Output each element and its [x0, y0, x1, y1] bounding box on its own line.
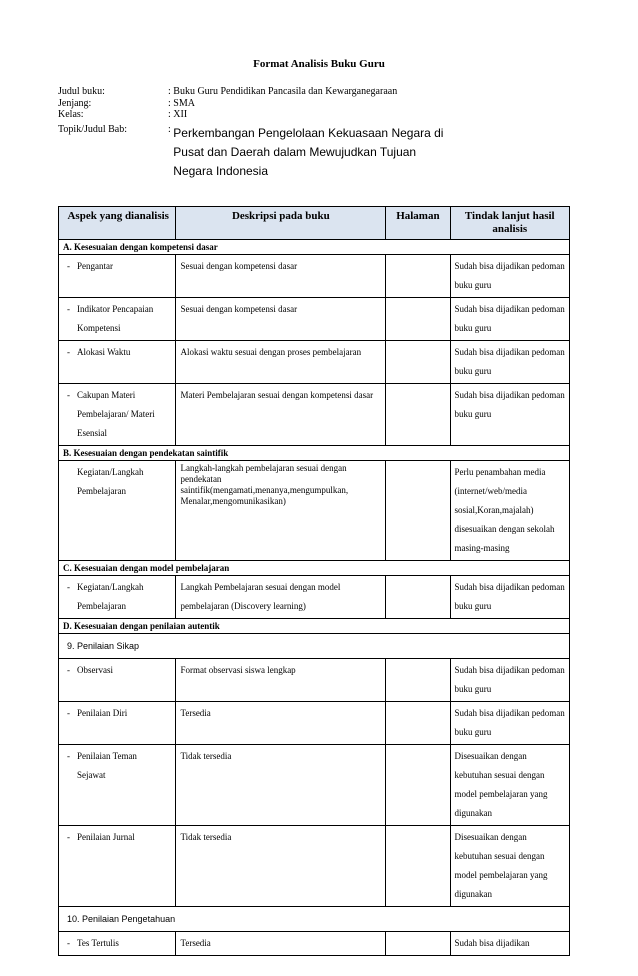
section-c-row: [59, 561, 570, 576]
row-tindak: Disesuaikan dengan kebutuhan sesuai dengan model pembelajaran yang digunakan: [450, 745, 569, 826]
row-deskripsi: Langkah Pembelajaran sesuai dengan model pembelajaran (Discovery learning): [176, 576, 386, 619]
subsection-penilaian-pengetahuan: 10. Penilaian Pengetahuan: [59, 907, 570, 932]
subsection-row: [59, 907, 570, 932]
row-tindak: Sudah bisa dijadikan pedoman buku guru: [450, 384, 569, 446]
row-aspek: Penilaian Diri: [77, 708, 128, 718]
row-tindak: Perlu penambahan media (internet/web/media sosial,Koran,majalah) disesuaikan dengan sekolah masing-masing: [450, 461, 569, 561]
header-deskripsi: Deskripsi pada buku: [176, 207, 386, 240]
row-halaman: [386, 461, 450, 561]
row-halaman: [386, 576, 450, 619]
row-tindak: Sudah bisa dijadikan: [450, 932, 569, 956]
row-deskripsi: Tersedia: [176, 702, 386, 745]
row-deskripsi: Format observasi siswa lengkap: [176, 659, 386, 702]
row-deskripsi: Sesuai dengan kompetensi dasar: [176, 298, 386, 341]
header-halaman: Halaman: [386, 207, 450, 240]
row-deskripsi: Tidak tersedia: [176, 826, 386, 907]
row-deskripsi: Sesuai dengan kompetensi dasar: [176, 255, 386, 298]
row-halaman: [386, 932, 450, 956]
row-halaman: [386, 826, 450, 907]
row-aspek: Kegiatan/Langkah Pembelajaran: [59, 461, 176, 561]
row-halaman: [386, 384, 450, 446]
row-halaman: [386, 702, 450, 745]
row-aspek: Tes Tertulis: [77, 938, 119, 948]
section-b-row: [59, 446, 570, 461]
row-tindak: Sudah bisa dijadikan pedoman buku guru: [450, 255, 569, 298]
document-meta: [58, 86, 453, 181]
row-halaman: [386, 659, 450, 702]
section-c-title: C. Kesesuaian dengan model pembelajaran: [59, 561, 570, 576]
header-tindak: Tindak lanjut hasil analisis: [450, 207, 569, 240]
subsection-penilaian-sikap: 9. Penilaian Sikap: [59, 634, 570, 659]
topik-colon: :: [168, 123, 171, 135]
table-row: [59, 341, 570, 384]
row-aspek: Alokasi Waktu: [77, 347, 131, 357]
header-aspek: Aspek yang dianalisis: [59, 207, 176, 240]
row-halaman: [386, 255, 450, 298]
row-halaman: [386, 341, 450, 384]
row-halaman: [386, 745, 450, 826]
row-tindak: Sudah bisa dijadikan pedoman buku guru: [450, 702, 569, 745]
table-row: [59, 384, 570, 446]
table-row: [59, 932, 570, 956]
row-aspek: Pengantar: [77, 261, 113, 271]
row-aspek: Indikator Pencapaian Kompetensi: [77, 304, 154, 333]
table-row: [59, 298, 570, 341]
jenjang-value: : SMA: [168, 97, 195, 109]
table-row: [59, 745, 570, 826]
row-deskripsi: Tersedia: [176, 932, 386, 956]
row-aspek: Kegiatan/Langkah Pembelajaran: [77, 582, 144, 611]
section-d-title: D. Kesesuaian dengan penilaian autentik: [59, 619, 570, 634]
subsection-row: [59, 634, 570, 659]
page-title: Format Analisis Buku Guru: [253, 58, 385, 70]
topik-label: Topik/Judul Bab:: [58, 123, 128, 135]
row-deskripsi: Alokasi waktu sesuai dengan proses pembelajaran: [176, 341, 386, 384]
table-row: [59, 576, 570, 619]
kelas-value: : XII: [168, 109, 188, 120]
jenjang-label: Jenjang:: [58, 97, 92, 109]
row-aspek: Penilaian Teman Sejawat: [77, 751, 137, 780]
row-halaman: [386, 298, 450, 341]
section-d-row: [59, 619, 570, 634]
table-row: [59, 702, 570, 745]
table-row: [59, 826, 570, 907]
judul-label: Judul buku:: [58, 86, 105, 97]
table-header-row: [59, 207, 570, 240]
row-aspek: Penilaian Jurnal: [77, 832, 135, 842]
judul-value: : Buku Guru Pendidikan Pancasila dan Kewarganegaraan: [168, 86, 398, 97]
section-a-title: A. Kesesuaian dengan kompetensi dasar: [59, 240, 570, 255]
row-deskripsi: Tidak tersedia: [176, 745, 386, 826]
table-row: [59, 659, 570, 702]
row-aspek: Cakupan Materi Pembelajaran/ Materi Esensial: [77, 390, 155, 438]
row-aspek: Observasi: [77, 665, 113, 675]
section-a-row: [59, 240, 570, 255]
row-deskripsi: Langkah-langkah pembelajaran sesuai dengan pendekatan saintifik(mengamati,menanya,mengumpulkan, Menalar,mengomunikasikan): [176, 461, 386, 561]
section-b-title: B. Kesesuaian dengan pendekatan saintifik: [59, 446, 570, 461]
table-row: [59, 461, 570, 561]
row-tindak: Sudah bisa dijadikan pedoman buku guru: [450, 659, 569, 702]
row-tindak: Sudah bisa dijadikan pedoman buku guru: [450, 341, 569, 384]
analysis-table: [58, 206, 570, 956]
row-deskripsi: Materi Pembelajaran sesuai dengan kompetensi dasar: [176, 384, 386, 446]
kelas-label: Kelas:: [58, 109, 84, 120]
topik-value: Perkembangan Pengelolaan Kekuasaan Negara di Pusat dan Daerah dalam Mewujudkan Tujuan Negara Indonesia: [173, 125, 444, 178]
row-tindak: Disesuaikan dengan kebutuhan sesuai dengan model pembelajaran yang digunakan: [450, 826, 569, 907]
table-row: [59, 255, 570, 298]
row-tindak: Sudah bisa dijadikan pedoman buku guru: [450, 298, 569, 341]
row-tindak: Sudah bisa dijadikan pedoman buku guru: [450, 576, 569, 619]
